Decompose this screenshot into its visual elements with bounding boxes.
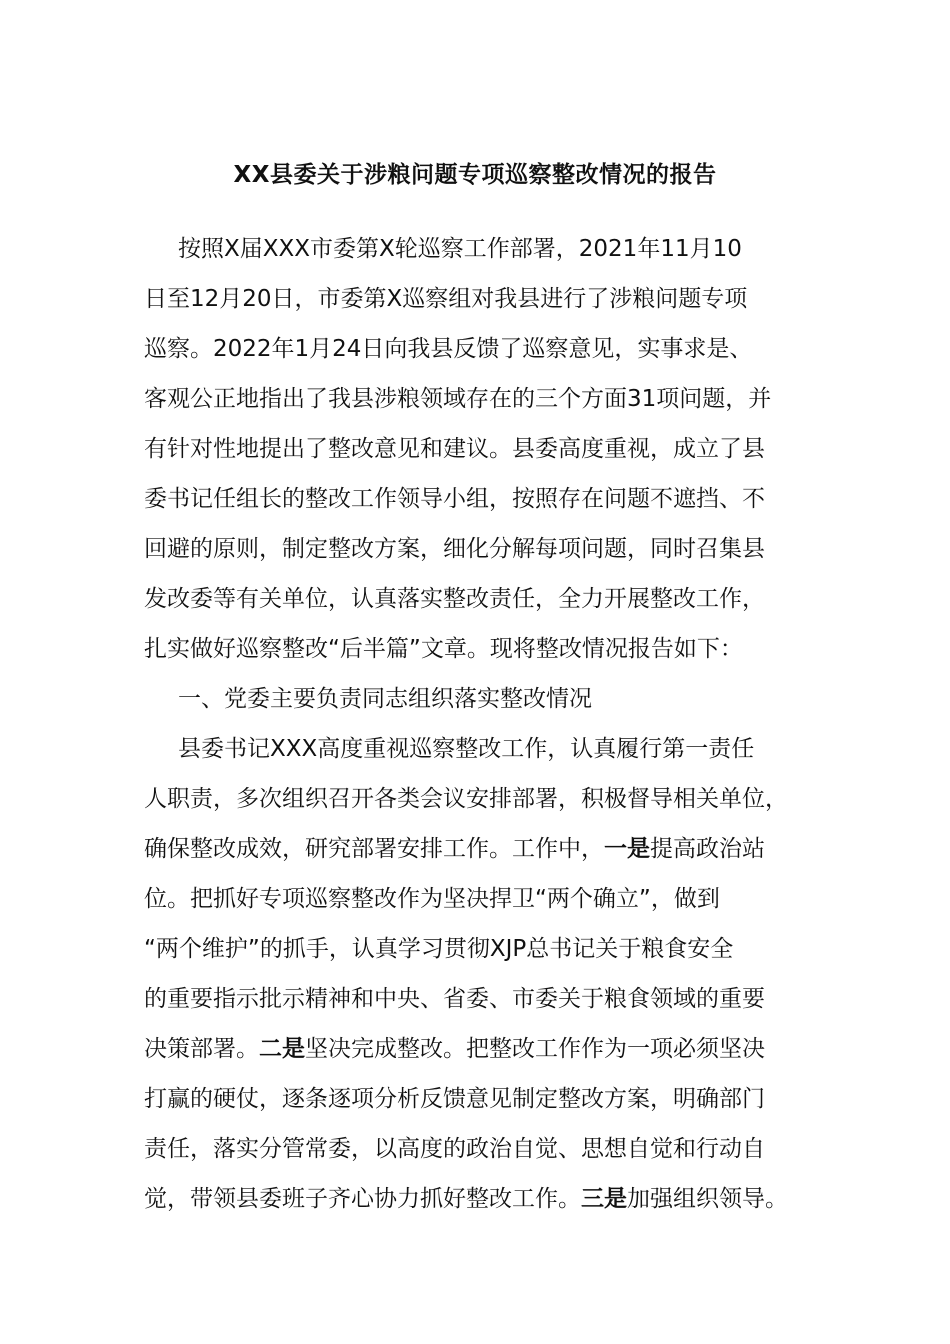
- emphasis-first: 一是: [604, 836, 650, 862]
- paragraph-line: 人职责，多次组织召开各类会议安排部署，积极督导相关单位，: [144, 786, 788, 812]
- line-text: 决策部署。: [144, 1036, 259, 1062]
- paragraph-line: 的重要指示批示精神和中央、省委、市委关于粮食领域的重要: [144, 986, 765, 1012]
- paragraph-line: 按照X届XXX市委第X轮巡察工作部署，2021年11月10: [178, 236, 742, 262]
- section-heading: 一、党委主要负责同志组织落实整改情况: [178, 686, 592, 712]
- paragraph-line: 扎实做好巡察整改“后半篇”文章。现将整改情况报告如下：: [144, 636, 743, 662]
- document-title: XX县委关于涉粮问题专项巡察整改情况的报告: [233, 162, 717, 188]
- paragraph-line: 责任，落实分管常委，以高度的政治自觉、思想自觉和行动自: [144, 1136, 765, 1162]
- line-text: 加强组织领导。: [627, 1186, 788, 1212]
- line-text: 提高政治站: [650, 836, 765, 862]
- paragraph-line: 有针对性地提出了整改意见和建议。县委高度重视，成立了县: [144, 436, 765, 462]
- paragraph-line: 县委书记XXX高度重视巡察整改工作，认真履行第一责任: [178, 736, 755, 762]
- line-text: 觉，带领县委班子齐心协力抓好整改工作。: [144, 1186, 581, 1212]
- paragraph-line: [144, 832, 765, 866]
- emphasis-third: 三是: [581, 1186, 627, 1212]
- paragraph-line: [144, 1182, 788, 1216]
- line-text: 确保整改成效，研究部署安排工作。工作中，: [144, 836, 604, 862]
- paragraph-line: “两个维护”的抓手，认真学习贯彻XJP总书记关于粮食安全: [144, 936, 734, 962]
- paragraph-line: 回避的原则，制定整改方案，细化分解每项问题，同时召集县: [144, 536, 765, 562]
- paragraph-line: 发改委等有关单位，认真落实整改责任，全力开展整改工作，: [144, 586, 765, 612]
- paragraph-line: 日至12月20日，市委第X巡察组对我县进行了涉粮问题专项: [144, 286, 748, 312]
- paragraph-line: 位。把抓好专项巡察整改作为坚决捍卫“两个确立”，做到: [144, 886, 720, 912]
- paragraph-line: 巡察。2022年1月24日向我县反馈了巡察意见，实事求是、: [144, 336, 753, 362]
- line-text: 坚决完成整改。把整改工作作为一项必须坚决: [305, 1036, 765, 1062]
- paragraph-line: 打赢的硬仗，逐条逐项分析反馈意见制定整改方案，明确部门: [144, 1086, 765, 1112]
- paragraph-line: 委书记任组长的整改工作领导小组，按照存在问题不遮挡、不: [144, 486, 765, 512]
- paragraph-line: 客观公正地指出了我县涉粮领域存在的三个方面31项问题，并: [144, 386, 772, 412]
- paragraph-line: [144, 1032, 765, 1066]
- emphasis-second: 二是: [259, 1036, 305, 1062]
